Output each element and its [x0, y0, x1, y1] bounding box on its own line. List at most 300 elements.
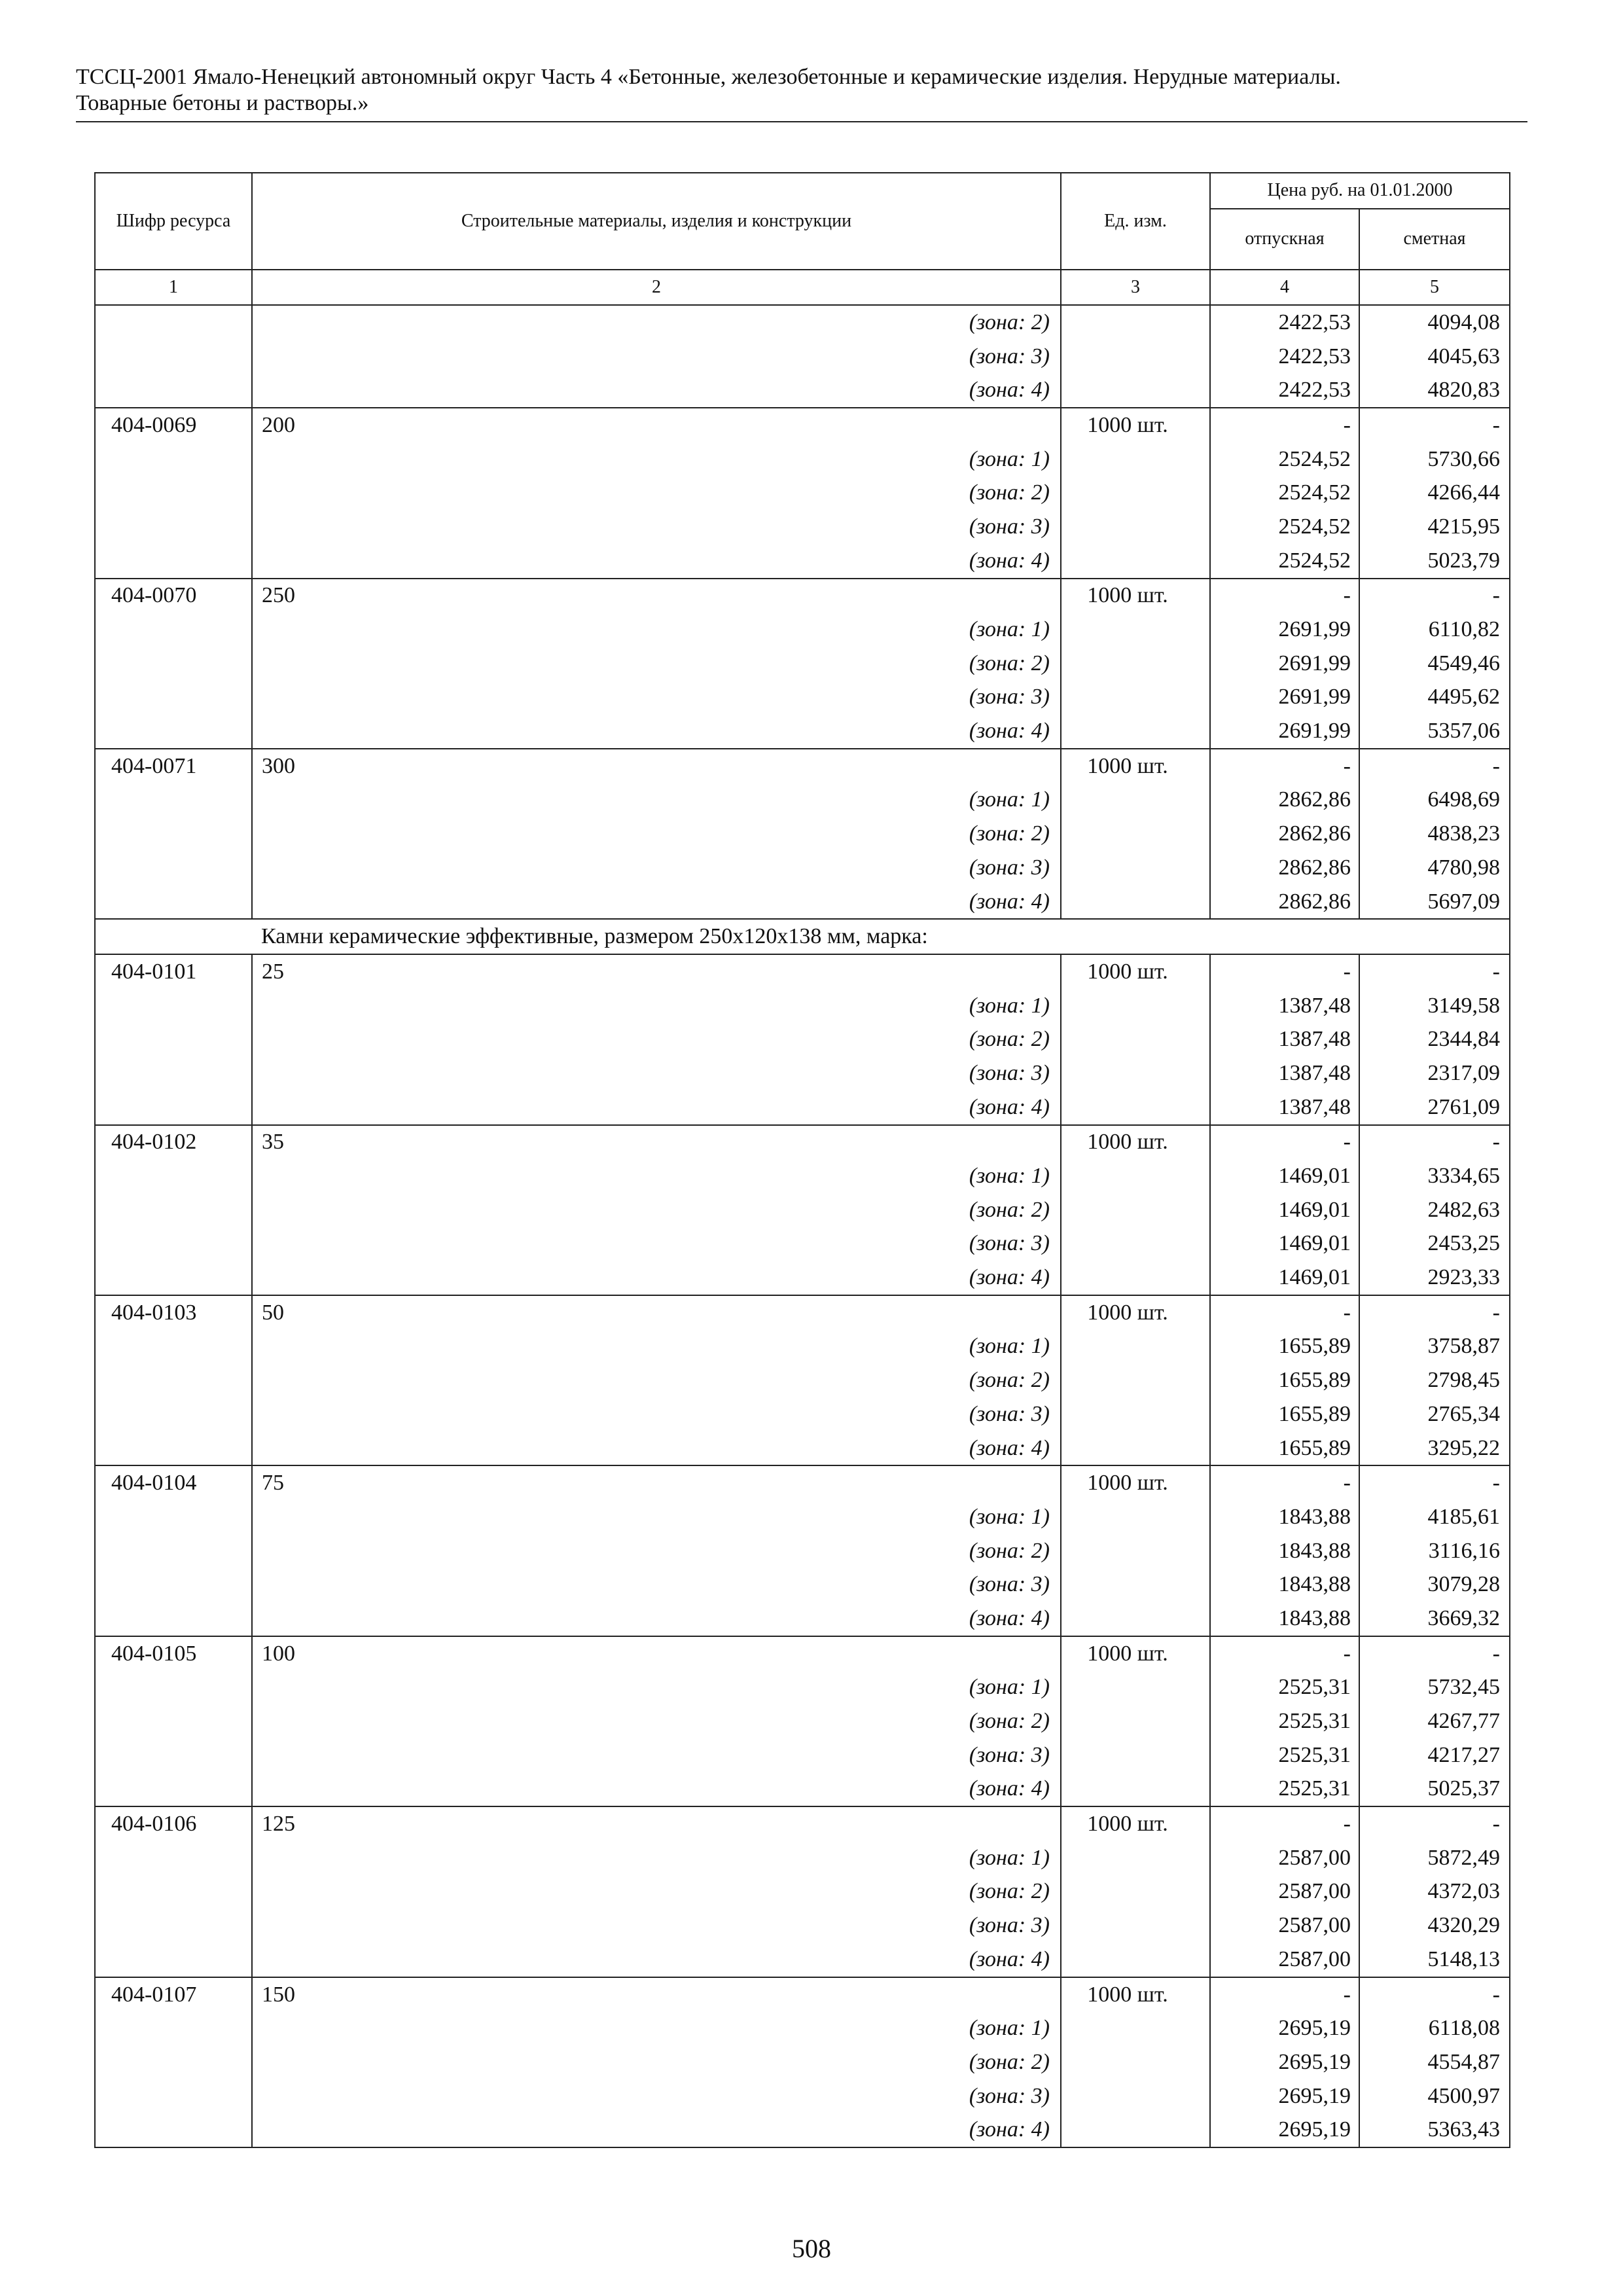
zone-label: (зона: 2) — [252, 476, 1061, 510]
unit-cell — [1061, 1568, 1210, 1602]
estimate-price-cell: 4554,87 — [1359, 2045, 1510, 2079]
resource-code: 404-0069 — [95, 408, 252, 442]
unit-cell — [1061, 885, 1210, 920]
column-number: 4 — [1210, 270, 1359, 305]
resource-code — [95, 1397, 252, 1431]
zone-label: (зона: 3) — [252, 851, 1061, 885]
zone-row — [95, 647, 1510, 681]
zone-label: (зона: 3) — [252, 1568, 1061, 1602]
item-row — [95, 1465, 1510, 1500]
resource-code — [95, 1943, 252, 1977]
header-resource-code: Шифр ресурса — [95, 173, 252, 270]
item-grade: 300 — [252, 749, 1061, 783]
release-price-cell: 1469,01 — [1210, 1227, 1359, 1261]
header-estimate-price: сметная — [1359, 209, 1510, 270]
resource-code — [95, 1738, 252, 1772]
estimate-price-cell: 5357,06 — [1359, 714, 1510, 749]
header-line-2: Товарные бетоны и растворы.» — [76, 91, 369, 115]
resource-code — [95, 989, 252, 1023]
release-price-cell: 2862,86 — [1210, 851, 1359, 885]
item-grade: 50 — [252, 1295, 1061, 1330]
unit-cell — [1061, 1841, 1210, 1875]
resource-code — [95, 647, 252, 681]
resource-code — [95, 340, 252, 374]
zone-row — [95, 1500, 1510, 1534]
zone-row — [95, 2045, 1510, 2079]
unit-cell — [1061, 1363, 1210, 1397]
zone-label: (зона: 3) — [252, 681, 1061, 715]
unit-cell — [1061, 510, 1210, 544]
zone-row — [95, 1841, 1510, 1875]
unit-cell — [1061, 1534, 1210, 1568]
estimate-price-cell: 5732,45 — [1359, 1671, 1510, 1705]
release-price-cell: - — [1210, 749, 1359, 783]
zone-row — [95, 1397, 1510, 1431]
estimate-price-cell: 5363,43 — [1359, 2113, 1510, 2147]
column-number: 5 — [1359, 270, 1510, 305]
zone-label: (зона: 2) — [252, 1022, 1061, 1056]
unit-cell — [1061, 613, 1210, 647]
resource-code: 404-0105 — [95, 1636, 252, 1671]
estimate-price-cell: - — [1359, 954, 1510, 989]
release-price-cell: 1843,88 — [1210, 1568, 1359, 1602]
release-price-cell: - — [1210, 1806, 1359, 1841]
zone-row — [95, 1875, 1510, 1909]
item-row — [95, 749, 1510, 783]
unit-cell — [1061, 1909, 1210, 1943]
unit-cell — [1061, 681, 1210, 715]
release-price-cell: 1843,88 — [1210, 1500, 1359, 1534]
unit-cell — [1061, 1261, 1210, 1295]
unit-cell — [1061, 989, 1210, 1023]
release-price-cell: 1655,89 — [1210, 1330, 1359, 1364]
release-price-cell: 2862,86 — [1210, 783, 1359, 817]
zone-label: (зона: 1) — [252, 613, 1061, 647]
zone-row — [95, 1602, 1510, 1636]
section-heading: Камни керамические эффективные, размером 250х120х138 мм, марка: — [252, 919, 1510, 954]
unit-cell — [1061, 1159, 1210, 1193]
resource-code — [95, 1193, 252, 1227]
zone-row — [95, 817, 1510, 851]
zone-row — [95, 1056, 1510, 1090]
estimate-price-cell: 2482,63 — [1359, 1193, 1510, 1227]
item-row — [95, 1295, 1510, 1330]
release-price-cell: 1843,88 — [1210, 1602, 1359, 1636]
price-table-wrapper — [94, 172, 1510, 2148]
zone-row — [95, 1330, 1510, 1364]
estimate-price-cell: 5697,09 — [1359, 885, 1510, 920]
table-header-row-1 — [95, 173, 1510, 209]
header-line-1: ТССЦ-2001 Ямало-Ненецкий автономный округ Часть 4 «Бетонные, железобетонные и керамические изделия. Нерудные материалы. — [76, 65, 1341, 89]
estimate-price-cell: 5025,37 — [1359, 1772, 1510, 1807]
resource-code — [95, 1227, 252, 1261]
unit-cell — [1061, 1671, 1210, 1705]
release-price-cell: - — [1210, 579, 1359, 613]
resource-code — [95, 1704, 252, 1738]
release-price-cell: 1843,88 — [1210, 1534, 1359, 1568]
zone-label: (зона: 3) — [252, 510, 1061, 544]
item-grade: 200 — [252, 408, 1061, 442]
estimate-price-cell: 6498,69 — [1359, 783, 1510, 817]
estimate-price-cell: 3758,87 — [1359, 1330, 1510, 1364]
zone-label: (зона: 3) — [252, 1227, 1061, 1261]
zone-label: (зона: 2) — [252, 1534, 1061, 1568]
release-price-cell: 1655,89 — [1210, 1397, 1359, 1431]
unit-cell — [1061, 714, 1210, 749]
item-row — [95, 579, 1510, 613]
zone-row — [95, 476, 1510, 510]
header-price-group: Цена руб. на 01.01.2000 — [1210, 173, 1510, 209]
zone-row — [95, 1772, 1510, 1807]
estimate-price-cell: - — [1359, 1295, 1510, 1330]
estimate-price-cell: 2344,84 — [1359, 1022, 1510, 1056]
unit-cell: 1000 шт. — [1061, 1977, 1210, 2012]
unit-cell — [1061, 817, 1210, 851]
zone-row — [95, 1568, 1510, 1602]
zone-row — [95, 783, 1510, 817]
estimate-price-cell: 4266,44 — [1359, 476, 1510, 510]
release-price-cell: 2525,31 — [1210, 1738, 1359, 1772]
column-number: 2 — [252, 270, 1061, 305]
zone-label: (зона: 2) — [252, 1193, 1061, 1227]
estimate-price-cell: 3079,28 — [1359, 1568, 1510, 1602]
release-price-cell: - — [1210, 408, 1359, 442]
estimate-price-cell: - — [1359, 1977, 1510, 2012]
zone-row — [95, 989, 1510, 1023]
estimate-price-cell: 4780,98 — [1359, 851, 1510, 885]
resource-code — [95, 613, 252, 647]
estimate-price-cell: 3149,58 — [1359, 989, 1510, 1023]
zone-row — [95, 2011, 1510, 2045]
unit-cell — [1061, 305, 1210, 340]
unit-cell — [1061, 1227, 1210, 1261]
zone-label: (зона: 3) — [252, 1738, 1061, 1772]
release-price-cell: 2587,00 — [1210, 1943, 1359, 1977]
item-grade: 25 — [252, 954, 1061, 989]
zone-label: (зона: 3) — [252, 340, 1061, 374]
release-price-cell: - — [1210, 1125, 1359, 1160]
release-price-cell: - — [1210, 1295, 1359, 1330]
resource-code — [95, 442, 252, 476]
unit-cell: 1000 шт. — [1061, 579, 1210, 613]
table-column-numbers — [95, 270, 1510, 305]
resource-code — [95, 1602, 252, 1636]
estimate-price-cell: - — [1359, 1636, 1510, 1671]
unit-cell — [1061, 1943, 1210, 1977]
release-price-cell: 2695,19 — [1210, 2079, 1359, 2113]
estimate-price-cell: 4495,62 — [1359, 681, 1510, 715]
zone-label: (зона: 4) — [252, 1431, 1061, 1466]
zone-row — [95, 1704, 1510, 1738]
resource-code — [95, 714, 252, 749]
unit-cell — [1061, 783, 1210, 817]
unit-cell — [1061, 2011, 1210, 2045]
estimate-price-cell: 3334,65 — [1359, 1159, 1510, 1193]
zone-label: (зона: 2) — [252, 817, 1061, 851]
resource-code — [95, 544, 252, 579]
resource-code — [95, 681, 252, 715]
resource-code — [95, 1022, 252, 1056]
unit-cell: 1000 шт. — [1061, 1806, 1210, 1841]
zone-label: (зона: 3) — [252, 1056, 1061, 1090]
section-heading-row — [95, 919, 1510, 954]
item-grade: 75 — [252, 1465, 1061, 1500]
unit-cell — [1061, 1022, 1210, 1056]
release-price-cell: 2691,99 — [1210, 613, 1359, 647]
estimate-price-cell: 4217,27 — [1359, 1738, 1510, 1772]
resource-code — [95, 476, 252, 510]
release-price-cell: 2422,53 — [1210, 305, 1359, 340]
release-price-cell: 2422,53 — [1210, 340, 1359, 374]
unit-cell — [1061, 442, 1210, 476]
estimate-price-cell: - — [1359, 579, 1510, 613]
zone-row — [95, 373, 1510, 408]
resource-code: 404-0107 — [95, 1977, 252, 2012]
zone-row — [95, 1534, 1510, 1568]
resource-code — [95, 2045, 252, 2079]
resource-code — [95, 1772, 252, 1807]
estimate-price-cell: 4215,95 — [1359, 510, 1510, 544]
estimate-price-cell: 5023,79 — [1359, 544, 1510, 579]
estimate-price-cell: 4500,97 — [1359, 2079, 1510, 2113]
estimate-price-cell: - — [1359, 1125, 1510, 1160]
release-price-cell: 2695,19 — [1210, 2113, 1359, 2147]
zone-row — [95, 1738, 1510, 1772]
resource-code — [95, 1534, 252, 1568]
estimate-price-cell: 4549,46 — [1359, 647, 1510, 681]
zone-label: (зона: 2) — [252, 1363, 1061, 1397]
resource-code — [95, 2079, 252, 2113]
zone-label: (зона: 4) — [252, 2113, 1061, 2147]
unit-cell: 1000 шт. — [1061, 1125, 1210, 1160]
zone-row — [95, 851, 1510, 885]
column-number: 1 — [95, 270, 252, 305]
item-row — [95, 1636, 1510, 1671]
zone-label: (зона: 4) — [252, 885, 1061, 920]
zone-label: (зона: 1) — [252, 442, 1061, 476]
zone-label: (зона: 4) — [252, 1772, 1061, 1807]
release-price-cell: 2587,00 — [1210, 1909, 1359, 1943]
unit-cell: 1000 шт. — [1061, 1295, 1210, 1330]
resource-code — [95, 1330, 252, 1364]
zone-row — [95, 613, 1510, 647]
resource-code: 404-0101 — [95, 954, 252, 989]
release-price-cell: - — [1210, 1977, 1359, 2012]
estimate-price-cell: 2798,45 — [1359, 1363, 1510, 1397]
release-price-cell: 2587,00 — [1210, 1875, 1359, 1909]
item-grade: 125 — [252, 1806, 1061, 1841]
estimate-price-cell: - — [1359, 749, 1510, 783]
release-price-cell: 2691,99 — [1210, 714, 1359, 749]
resource-code — [95, 1056, 252, 1090]
release-price-cell: 2695,19 — [1210, 2045, 1359, 2079]
estimate-price-cell: 4185,61 — [1359, 1500, 1510, 1534]
zone-row — [95, 2079, 1510, 2113]
header-release-price: отпускная — [1210, 209, 1359, 270]
estimate-price-cell: 4838,23 — [1359, 817, 1510, 851]
estimate-price-cell: 4267,77 — [1359, 1704, 1510, 1738]
zone-label: (зона: 1) — [252, 1330, 1061, 1364]
unit-cell — [1061, 1431, 1210, 1466]
zone-row — [95, 340, 1510, 374]
resource-code — [95, 1841, 252, 1875]
section-spacer — [95, 919, 252, 954]
header-materials: Строительные материалы, изделия и конструкции — [252, 173, 1061, 270]
release-price-cell: 1655,89 — [1210, 1363, 1359, 1397]
zone-label: (зона: 3) — [252, 1397, 1061, 1431]
table-body — [95, 305, 1510, 2147]
zone-row — [95, 681, 1510, 715]
unit-cell — [1061, 340, 1210, 374]
estimate-price-cell: 5872,49 — [1359, 1841, 1510, 1875]
resource-code: 404-0070 — [95, 579, 252, 613]
unit-cell — [1061, 2045, 1210, 2079]
item-row — [95, 1806, 1510, 1841]
zone-row — [95, 442, 1510, 476]
unit-cell — [1061, 1500, 1210, 1534]
resource-code — [95, 1500, 252, 1534]
release-price-cell: 1387,48 — [1210, 989, 1359, 1023]
zone-row — [95, 1671, 1510, 1705]
resource-code — [95, 1363, 252, 1397]
column-number: 3 — [1061, 270, 1210, 305]
zone-label: (зона: 4) — [252, 1602, 1061, 1636]
estimate-price-cell: 5730,66 — [1359, 442, 1510, 476]
zone-row — [95, 1943, 1510, 1977]
resource-code — [95, 2011, 252, 2045]
release-price-cell: 1469,01 — [1210, 1193, 1359, 1227]
zone-label: (зона: 2) — [252, 305, 1061, 340]
release-price-cell: 1469,01 — [1210, 1159, 1359, 1193]
zone-row — [95, 1909, 1510, 1943]
resource-code — [95, 1909, 252, 1943]
unit-cell: 1000 шт. — [1061, 1636, 1210, 1671]
release-price-cell: 2691,99 — [1210, 647, 1359, 681]
zone-label: (зона: 4) — [252, 1090, 1061, 1125]
zone-row — [95, 1090, 1510, 1125]
resource-code — [95, 510, 252, 544]
release-price-cell: 1469,01 — [1210, 1261, 1359, 1295]
zone-row — [95, 1227, 1510, 1261]
unit-cell: 1000 шт. — [1061, 749, 1210, 783]
release-price-cell: - — [1210, 1465, 1359, 1500]
unit-cell — [1061, 544, 1210, 579]
estimate-price-cell: 5148,13 — [1359, 1943, 1510, 1977]
resource-code — [95, 1159, 252, 1193]
estimate-price-cell: 3116,16 — [1359, 1534, 1510, 1568]
estimate-price-cell: 3295,22 — [1359, 1431, 1510, 1466]
release-price-cell: - — [1210, 954, 1359, 989]
unit-cell — [1061, 1397, 1210, 1431]
estimate-price-cell: 4045,63 — [1359, 340, 1510, 374]
document-header — [76, 64, 1527, 117]
item-grade: 35 — [252, 1125, 1061, 1160]
estimate-price-cell: 4820,83 — [1359, 373, 1510, 408]
release-price-cell: 2524,52 — [1210, 476, 1359, 510]
release-price-cell: - — [1210, 1636, 1359, 1671]
resource-code — [95, 1671, 252, 1705]
item-grade: 150 — [252, 1977, 1061, 2012]
resource-code — [95, 305, 252, 340]
item-row — [95, 1125, 1510, 1160]
resource-code: 404-0104 — [95, 1465, 252, 1500]
release-price-cell: 1387,48 — [1210, 1090, 1359, 1125]
zone-row — [95, 1363, 1510, 1397]
zone-row — [95, 2113, 1510, 2147]
unit-cell — [1061, 647, 1210, 681]
resource-code — [95, 885, 252, 920]
estimate-price-cell: 4372,03 — [1359, 1875, 1510, 1909]
zone-label: (зона: 2) — [252, 1875, 1061, 1909]
item-row — [95, 1977, 1510, 2012]
unit-cell: 1000 шт. — [1061, 1465, 1210, 1500]
zone-row — [95, 1193, 1510, 1227]
zone-label: (зона: 2) — [252, 2045, 1061, 2079]
zone-label: (зона: 1) — [252, 1841, 1061, 1875]
resource-code — [95, 1875, 252, 1909]
estimate-price-cell: 4094,08 — [1359, 305, 1510, 340]
zone-label: (зона: 1) — [252, 2011, 1061, 2045]
page-number: 508 — [792, 2234, 831, 2263]
release-price-cell: 2524,52 — [1210, 544, 1359, 579]
item-row — [95, 408, 1510, 442]
estimate-price-cell: - — [1359, 1806, 1510, 1841]
resource-code: 404-0071 — [95, 749, 252, 783]
unit-cell — [1061, 1090, 1210, 1125]
estimate-price-cell: 2317,09 — [1359, 1056, 1510, 1090]
resource-code — [95, 851, 252, 885]
unit-cell — [1061, 1704, 1210, 1738]
unit-cell — [1061, 1330, 1210, 1364]
zone-row — [95, 885, 1510, 920]
item-grade: 250 — [252, 579, 1061, 613]
zone-row — [95, 1261, 1510, 1295]
resource-code — [95, 1261, 252, 1295]
unit-cell — [1061, 2113, 1210, 2147]
estimate-price-cell: 2923,33 — [1359, 1261, 1510, 1295]
estimate-price-cell: 6118,08 — [1359, 2011, 1510, 2045]
unit-cell — [1061, 1056, 1210, 1090]
estimate-price-cell: 2765,34 — [1359, 1397, 1510, 1431]
release-price-cell: 2422,53 — [1210, 373, 1359, 408]
release-price-cell: 2525,31 — [1210, 1671, 1359, 1705]
item-row — [95, 954, 1510, 989]
zone-label: (зона: 1) — [252, 1500, 1061, 1534]
unit-cell — [1061, 1193, 1210, 1227]
zone-row — [95, 544, 1510, 579]
estimate-price-cell: 3669,32 — [1359, 1602, 1510, 1636]
zone-row — [95, 1022, 1510, 1056]
unit-cell — [1061, 851, 1210, 885]
release-price-cell: 1387,48 — [1210, 1056, 1359, 1090]
estimate-price-cell: - — [1359, 408, 1510, 442]
zone-label: (зона: 4) — [252, 714, 1061, 749]
release-price-cell: 1387,48 — [1210, 1022, 1359, 1056]
zone-label: (зона: 1) — [252, 1159, 1061, 1193]
zone-row — [95, 714, 1510, 749]
release-price-cell: 2862,86 — [1210, 885, 1359, 920]
unit-cell — [1061, 1875, 1210, 1909]
estimate-price-cell: 2453,25 — [1359, 1227, 1510, 1261]
zone-row — [95, 510, 1510, 544]
resource-code — [95, 817, 252, 851]
release-price-cell: 2524,52 — [1210, 442, 1359, 476]
resource-code: 404-0102 — [95, 1125, 252, 1160]
zone-label: (зона: 1) — [252, 783, 1061, 817]
estimate-price-cell: 4320,29 — [1359, 1909, 1510, 1943]
zone-label: (зона: 4) — [252, 373, 1061, 408]
resource-code — [95, 1431, 252, 1466]
